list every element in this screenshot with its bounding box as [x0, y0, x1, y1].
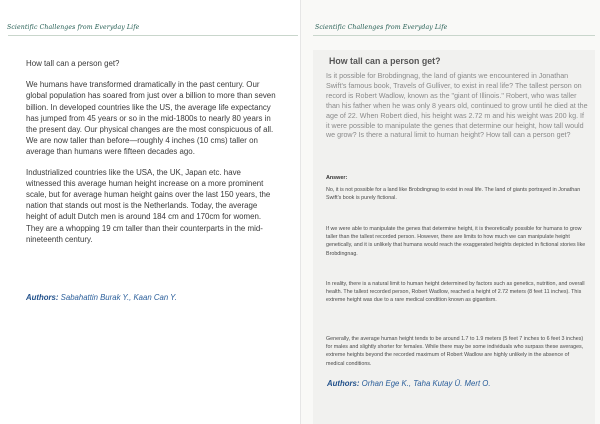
- answer-paragraph-3: In reality, there is a natural limit to human height determined by factors such as genetics, nutrition, and overall health. The tallest recorded person, Robert Wadlow, reached a height of 2.72 meters (8 feet 11 inches). This extreme height was due to a rare medical condition known as gigantism.: [326, 281, 585, 304]
- right-page: [300, 0, 600, 424]
- answer-paragraph-1: No, it is not possible for a land like Brobdingnag to exist in real life. The land of giants portrayed in Jonathan Swift's book is purely fictional.: [326, 187, 581, 202]
- left-running-head: Scientific Challenges from Everyday Life: [7, 24, 140, 31]
- right-question-text: Is it possible for Brobdingnag, the land of giants we encountered in Jonathan Swift's famous book, Travels of Gulliver, to exist in real life? The tallest person on record is Robert Wadlow, known as the "giant of Illinois." Robert, who was taller than his father when he was only 8 years old, continued to grow until he died at the age of 22. When Robert died, his height was 2.72 m and his weight was 200 kg. If it were possible to manipulate the genes that determine our height, how tall would we grow? Is there a natural limit to human height? How tall can a person get?: [326, 72, 588, 140]
- right-authors-names: Orhan Ege K., Taha Kutay Ü. Mert O.: [361, 379, 491, 388]
- right-question-title: How tall can a person get?: [329, 56, 441, 66]
- left-authors-label: Authors:: [26, 293, 59, 302]
- left-question-title: How tall can a person get?: [26, 59, 120, 68]
- right-running-head: Scientific Challenges from Everyday Life: [315, 24, 448, 31]
- right-authors: [327, 379, 491, 388]
- answer-label: Answer:: [326, 175, 348, 181]
- left-paragraph-2: Industrialized countries like the USA, the UK, Japan etc. have witnessed this average human height increase on a more prominent scale, but for average human height gains over the last 150 years, the nation that stands out most is the Netherlands. Today, the average height of adult Dutch men is around 184 cm and 170cm for women. They are a whopping 19 cm taller than their counterparts in the mid-nineteenth century.: [26, 167, 271, 244]
- right-header-rule: [313, 35, 595, 36]
- left-body: [26, 58, 278, 254]
- left-authors: [26, 293, 177, 302]
- left-paragraph-1: We humans have transformed dramatically in the past century. Our global population has soared from just over a billion to more than seven billion. In developed countries like the US, the average life expectancy has jumped from 45 years or so in the mid-1800s to nearly 80 years in the present day. Our physical changes are the most conspicuous of all. We are now taller than before—roughly 4 inches (10 cms) taller on average than humans were fifteen decades ago.: [26, 80, 276, 157]
- answer-paragraph-4: Generally, the average human height tends to be around 1.7 to 1.9 meters (5 feet 7 inches to 6 feet 3 inches) for males and slightly shorter for females. While there may be some individuals who surpass these averages, extreme heights beyond the recorded maximum of Robert Wadlow are highly unlikely in the absence of medical conditions.: [326, 336, 584, 367]
- right-authors-label: Authors:: [327, 379, 360, 388]
- left-authors-names: Sabahattin Burak Y., Kaan Can Y.: [60, 293, 177, 302]
- answer-paragraph-2: If we were able to manipulate the genes that determine height, it is theoretically possible for humans to grow taller than the tallest recorded person. However, there are limits to how much we can manipulate height genetically, and it is unlikely that humans would reach the exaggerated heights depicted in fictional stories like Brobdingnag.: [326, 226, 586, 257]
- left-header-rule: [8, 35, 298, 36]
